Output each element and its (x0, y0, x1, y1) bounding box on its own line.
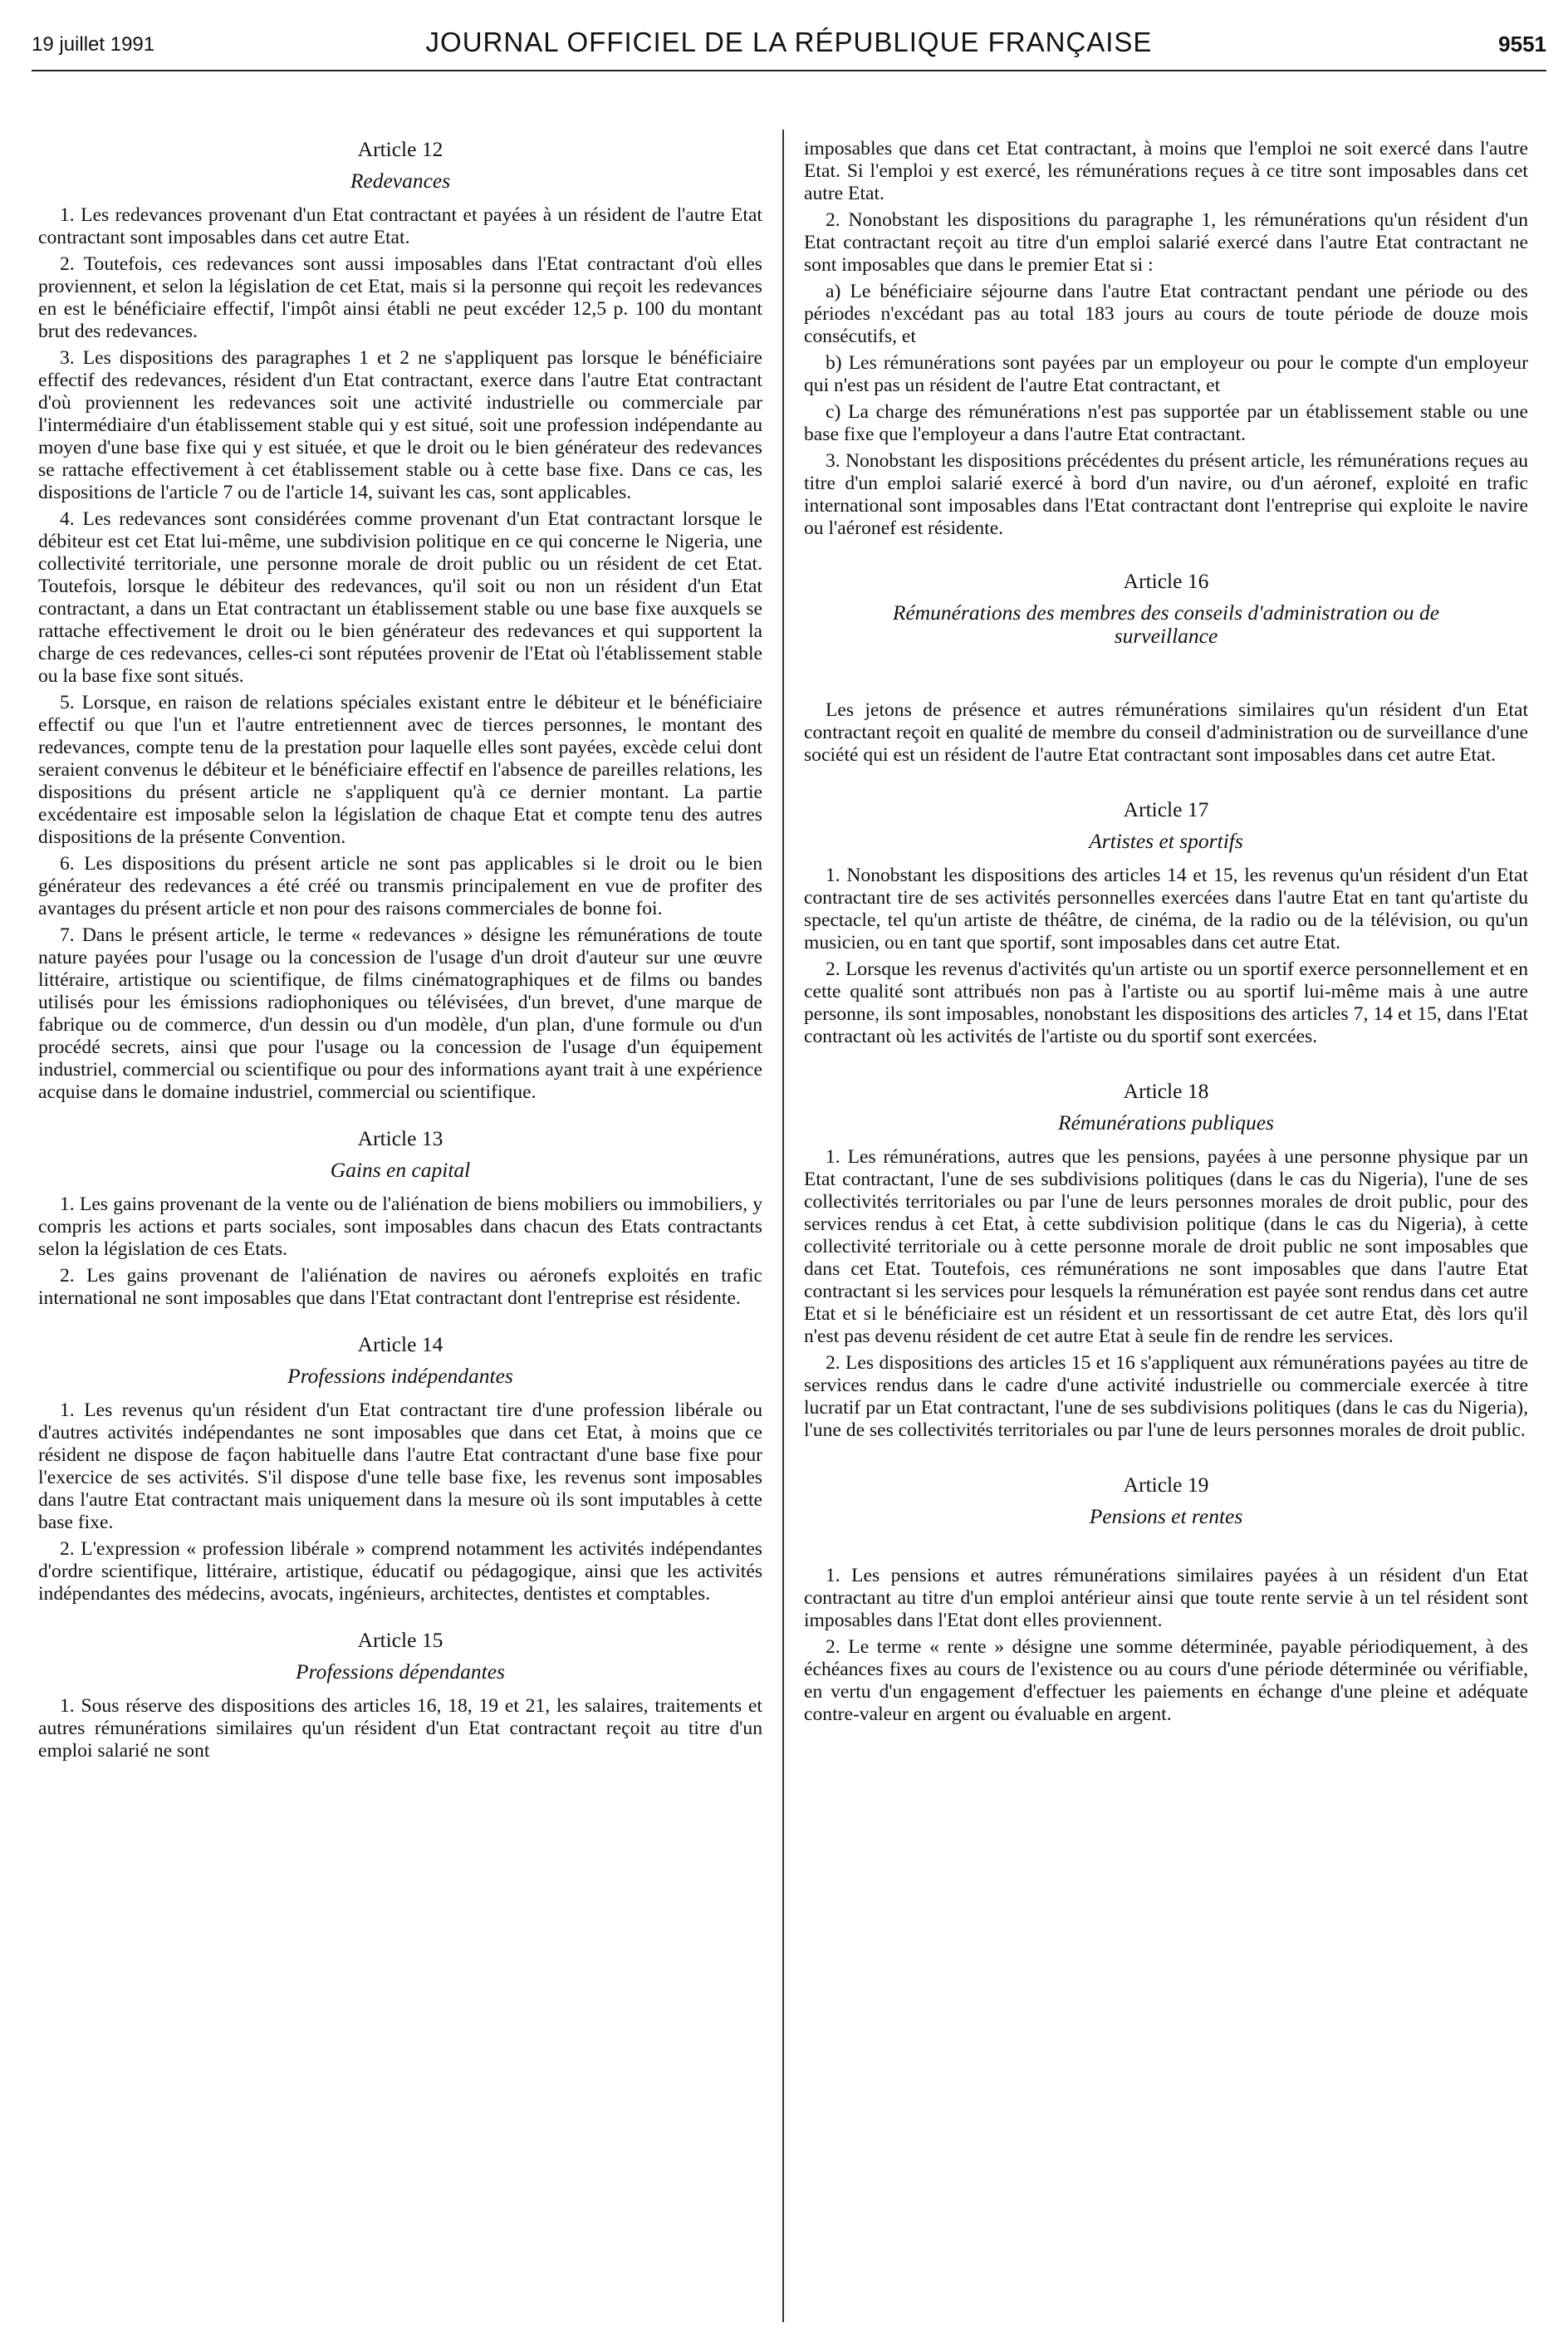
article-15-subtitle: Professions dépendantes (296, 1659, 505, 1684)
article-12-subtitle: Redevances (350, 169, 451, 193)
article-15-item-a: a) Le bénéficiaire séjourne dans l'autre Etat contractant pendant une période ou des périodes n'excédant pas au total 183 jours au cours de toute période de douze mois consécutifs, et (804, 281, 1528, 347)
article-12-paragraph-2: 2. Toutefois, ces redevances sont aussi imposables dans l'Etat contractant d'où elles proviennent, et selon la législation de cet Etat, mais si la personne qui reçoit les redevances en est le bénéficiaire effectif, l'impôt ainsi établi ne peut excéder 12,5 p. 100 du montant brut des redevances. (38, 253, 762, 342)
spacer (804, 659, 1528, 699)
article-12-paragraph-7: 7. Dans le présent article, le terme « redevances » désigne les rémunérations de toute nature payées pour l'usage ou la concession de l'usage d'un droit d'auteur sur une œuvre littéraire, artistique ou scientifique, de films cinématographiques et de films ou bandes utilisés pour les émissions radiophoniques ou télévisées, d'un brevet, d'une marque de fabrique ou de commerce, d'un dessin ou d'un modèle, d'un plan, d'une formule ou d'un procédé secrets, ainsi que pour l'usage ou la concession de l'usage d'un équipement industriel, commercial ou scientifique ou pour des informations ayant trait à une expérience acquise dans le domaine industriel, commercial ou scientifique. (38, 924, 762, 1103)
article-15-item-c: c) La charge des rémunérations n'est pas supportée par un établissement stable ou une base fixe que l'employeur a dans l'autre Etat contractant. (804, 401, 1528, 445)
article-19-paragraph-1: 1. Les pensions et autres rémunérations similaires payées à un résident d'un Etat contractant au titre d'un emploi antérieur ainsi que toute rente servie à un tel résident sont imposables dans l'Etat dont elles proviennent. (804, 1565, 1528, 1631)
article-17-title: Article 17 (1123, 797, 1209, 821)
article-13-paragraph-2: 2. Les gains provenant de l'aliénation de navires ou aéronefs exploités en trafic international ne sont imposables que dans l'Etat contractant dont l'entreprise est résidente. (38, 1265, 762, 1309)
article-18-paragraph-2: 2. Les dispositions des articles 15 et 16 s'appliquent aux rémunérations payées au titre de services rendus dans le cadre d'une activité industrielle ou commerciale exercée à titre lucratif par un Etat contractant, l'une de ses subdivisions politiques (dans le cas du Nigeria), l'une de ses collectivités territoriales ou par l'une de leurs personnes morales de droit public. (804, 1352, 1528, 1441)
right-column (804, 138, 1528, 1730)
article-17-paragraph-1: 1. Nonobstant les dispositions des articles 14 et 15, les revenus qu'un résident d'un Etat contractant tire de ses activités personnelles exercées dans l'autre Etat en tant qu'artiste du spectacle, tel qu'un artiste de théâtre, de cinéma, de la radio ou de la télévision, ou qu'un musicien, ou en tant que sportif, sont imposables dans cet autre Etat. (804, 865, 1528, 953)
article-13-title: Article 13 (357, 1126, 443, 1150)
page-header (32, 25, 1546, 68)
article-18-subtitle: Rémunérations publiques (1058, 1110, 1274, 1135)
article-14-title: Article 14 (357, 1332, 443, 1356)
spacer (804, 1540, 1528, 1565)
article-16-title: Article 16 (1123, 569, 1209, 593)
article-16-subtitle: Rémunérations des membres des conseils d'administration ou de surveillance (892, 600, 1440, 648)
article-15-paragraph-1: 1. Sous réserve des dispositions des articles 16, 18, 19 et 21, les salaires, traitements et autres rémunérations similaires qu'un résident d'un Etat contractant reçoit au titre d'un emploi salarié ne sont (38, 1695, 762, 1762)
article-15-paragraph-3: 3. Nonobstant les dispositions précédentes du présent article, les rémunérations reçues au titre d'un emploi salarié exercé à bord d'un navire, ou d'un aéronef, exploité en trafic international sont imposables dans l'Etat contractant dont l'entreprise qui exploite le navire ou l'aéronef est résidente. (804, 450, 1528, 539)
article-12-paragraph-6: 6. Les dispositions du présent article ne sont pas applicables si le droit ou le bien générateur des redevances a été créé ou transmis principalement en vue de profiter des avantages du présent article et non pour des raisons commerciales de bonne foi. (38, 853, 762, 919)
article-15-title: Article 15 (357, 1628, 443, 1652)
article-12-paragraph-5: 5. Lorsque, en raison de relations spéciales existant entre le débiteur et le bénéficiaire effectif ou que l'un et l'autre entretiennent avec de tierces personnes, le montant des redevances, compte tenu de la prestation pour laquelle elles sont payées, excède celui dont seraient convenus le débiteur et le bénéficiaire effectif en l'absence de pareilles relations, les dispositions du présent article ne s'appliquent qu'à ce dernier montant. La partie excédentaire est imposable selon la législation de chaque Etat et compte tenu des autres dispositions de la présente Convention. (38, 692, 762, 848)
article-13-paragraph-1: 1. Les gains provenant de la vente ou de l'aliénation de biens mobiliers ou immobiliers, y compris les actions et parts sociales, sont imposables dans chacun des Etats contractants selon la législation de ces Etats. (38, 1194, 762, 1260)
article-12-paragraph-3: 3. Les dispositions des paragraphes 1 et 2 ne s'appliquent pas lorsque le bénéficiaire effectif des redevances, résident d'un Etat contractant, exerce dans l'autre Etat contractant d'où proviennent les redevances soit une activité industrielle ou commerciale par l'intermédiaire d'un établissement stable qui y est situé, soit une profession indépendante au moyen d'une base fixe qui y est située, et que le droit ou le bien générateur des redevances se rattache effectivement à cet établissement stable ou à cette base fixe. Dans ce cas, les dispositions de l'article 7 ou de l'article 14, suivant les cas, sont applicables. (38, 347, 762, 503)
header-date: 19 juillet 1991 (32, 33, 155, 56)
header-rule (32, 70, 1546, 71)
article-18-title: Article 18 (1123, 1079, 1209, 1103)
article-14-paragraph-1: 1. Les revenus qu'un résident d'un Etat contractant tire d'une profession libérale ou d'autres activités indépendantes ne sont imposables que dans cet Etat, à moins que ce résident ne dispose de façon habituelle dans l'autre Etat contractant d'une base fixe pour l'exercice de ses activités. S'il dispose d'une telle base fixe, les revenus sont imposables dans l'autre Etat contractant mais uniquement dans la mesure où ils sont imputables à cette base fixe. (38, 1399, 762, 1533)
header-page-number: 9551 (1498, 32, 1546, 56)
article-12-paragraph-1: 1. Les redevances provenant d'un Etat contractant et payées à un résident de l'autre Etat contractant sont imposables dans cet autre Etat. (38, 204, 762, 248)
article-17-subtitle: Artistes et sportifs (1089, 829, 1243, 853)
article-19-subtitle: Pensions et rentes (1089, 1504, 1243, 1528)
left-column (38, 138, 762, 1767)
article-18-paragraph-1: 1. Les rémunérations, autres que les pensions, payées à une personne physique par un Etat contractant, l'une de ses subdivisions politiques (dans le cas du Nigeria), l'une de ses collectivités territoriales ou par l'une de leurs personnes morales de droit public, pour des services rendus à cet Etat, à cette subdivision politique (dans le cas du Nigeria), à cette collectivité territoriale ou à cette personne morale de droit public ne sont imposables que dans cet Etat. Toutefois, ces rémunérations ne sont imposables que dans l'autre Etat contractant si les services pour lesquels la rémunération est payée sont rendus dans cet autre Etat et si le bénéficiaire est un résident et un ressortissant de cet autre Etat, dès lors qu'il n'est pas devenu résident de cet autre Etat à seule fin de rendre les services. (804, 1146, 1528, 1347)
article-15-paragraph-2: 2. Nonobstant les dispositions du paragraphe 1, les rémunérations qu'un résident d'un Etat contractant reçoit au titre d'un emploi salarié exercé dans l'autre Etat contractant ne sont imposables que dans le premier Etat si : (804, 209, 1528, 276)
article-19-paragraph-2: 2. Le terme « rente » désigne une somme déterminée, payable périodiquement, à des échéances fixes au cours de l'existence ou au cours d'une période déterminée ou vérifiable, en vertu d'un engagement d'effectuer les paiements en échange d'une pleine et adéquate contre-valeur en argent ou évaluable en argent. (804, 1636, 1528, 1725)
article-17-paragraph-2: 2. Lorsque les revenus d'activités qu'un artiste ou un sportif exerce personnellement et en cette qualité sont attribués non pas à l'artiste ou au sportif lui-même mais à une autre personne, ils sont imposables, nonobstant les dispositions des articles 7, 14 et 15, dans l'Etat contractant où les activités de l'artiste ou du sportif sont exercées. (804, 958, 1528, 1047)
article-16-paragraph-1: Les jetons de présence et autres rémunérations similaires qu'un résident d'un Etat contractant reçoit en qualité de membre du conseil d'administration ou de surveillance d'une société qui est un résident de l'autre Etat contractant sont imposables dans cet autre Etat. (804, 699, 1528, 766)
article-15-paragraph-1-continued: imposables que dans cet Etat contractant, à moins que l'emploi ne soit exercé dans l'autre Etat. Si l'emploi y est exercé, les rémunérations reçues à ce titre sont imposables dans cet autre Etat. (804, 138, 1528, 204)
article-12-title: Article 12 (357, 137, 443, 161)
article-14-paragraph-2: 2. L'expression « profession libérale » comprend notamment les activités indépendantes d'ordre scientifique, littéraire, artistique, éducatif ou pédagogique, ainsi que les activités indépendantes des médecins, avocats, ingénieurs, architectes, dentistes et comptables. (38, 1538, 762, 1605)
article-12-paragraph-4: 4. Les redevances sont considérées comme provenant d'un Etat contractant lorsque le débiteur est cet Etat lui-même, une subdivision politique en ce qui concerne le Nigeria, une collectivité territoriale, une personne morale de droit public ou un résident de cet Etat. Toutefois, lorsque le débiteur des redevances, qu'il soit ou non un résident d'un Etat contractant, a dans un Etat contractant un établissement stable ou une base fixe auxquels se rattache effectivement le droit ou le bien générateur des redevances et qui supportent la charge de ces redevances, celles-ci sont réputées provenir de l'Etat où l'établissement stable ou la base fixe sont situés. (38, 508, 762, 687)
article-14-subtitle: Professions indépendantes (287, 1364, 513, 1388)
article-15-item-b: b) Les rémunérations sont payées par un employeur ou pour le compte d'un employeur qui n'est pas un résident de l'autre Etat contractant, et (804, 352, 1528, 396)
article-19-title: Article 19 (1123, 1473, 1209, 1497)
column-divider (782, 130, 784, 2322)
header-title: JOURNAL OFFICIEL DE LA RÉPUBLIQUE FRANÇAISE (425, 27, 1153, 57)
article-13-subtitle: Gains en capital (330, 1158, 471, 1182)
